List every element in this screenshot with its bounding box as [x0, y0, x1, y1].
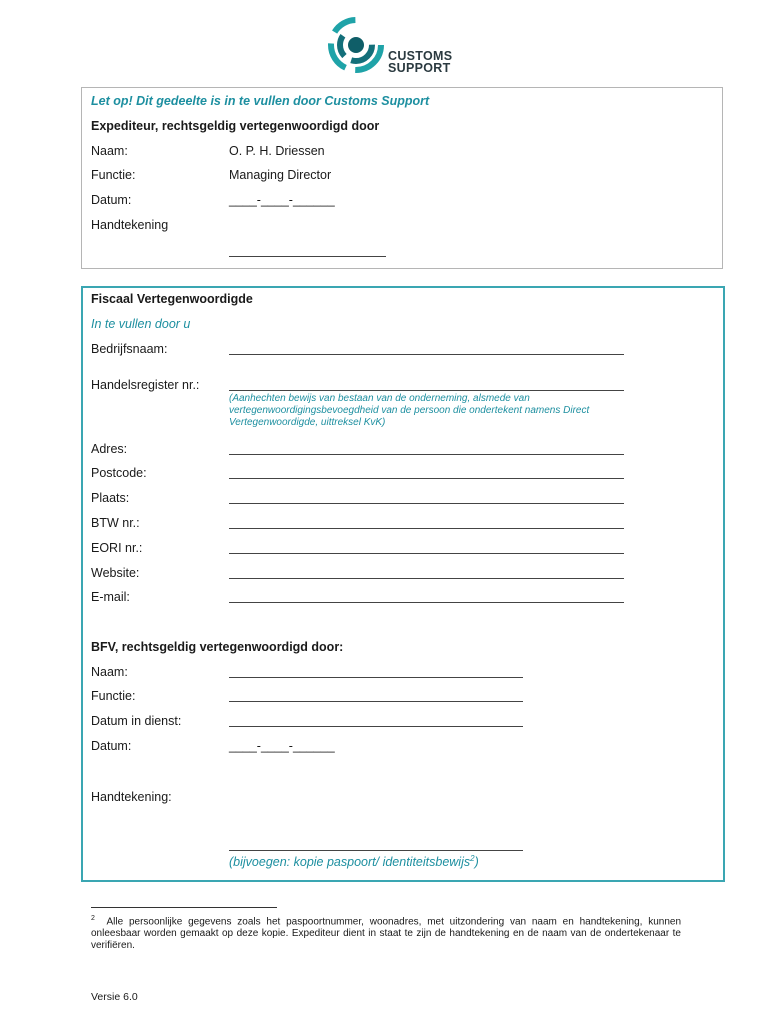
btw-label: BTW nr.: — [91, 516, 140, 530]
bfv-datum-value: ____-____-______ — [229, 739, 335, 753]
fill-in-note: In te vullen door u — [91, 317, 191, 331]
section-note: Let op! Dit gedeelte is in te vullen door Customs Support — [91, 94, 430, 108]
btw-field[interactable] — [229, 528, 624, 529]
version-label: Versie 6.0 — [91, 991, 138, 1003]
logo-text: CUSTOMS SUPPORT — [388, 49, 453, 75]
bfv-functie-field[interactable] — [229, 701, 523, 702]
postcode-field[interactable] — [229, 478, 624, 479]
bfv-datum-in-dienst-label: Datum in dienst: — [91, 714, 182, 728]
customs-support-logo — [326, 14, 466, 76]
adres-field[interactable] — [229, 454, 624, 455]
datum-value: ____-____-______ — [229, 193, 335, 207]
handelsregister-field[interactable] — [229, 390, 624, 391]
functie-label: Functie: — [91, 168, 136, 182]
bfv-datum-in-dienst-field[interactable] — [229, 726, 523, 727]
swirl-logo-icon — [326, 14, 388, 76]
naam-label: Naam: — [91, 144, 128, 158]
customs-support-section — [81, 87, 723, 269]
naam-value: O. P. H. Driessen — [229, 144, 325, 158]
plaats-label: Plaats: — [91, 491, 130, 505]
postcode-label: Postcode: — [91, 466, 147, 480]
bfv-heading: BFV, rechtsgeldig vertegenwoordigd door: — [91, 640, 344, 654]
eori-field[interactable] — [229, 553, 624, 554]
bfv-datum-label: Datum: — [91, 739, 132, 753]
website-label: Website: — [91, 566, 140, 580]
footnote: $^2$ Alle persoonlijke gegevens zoals het paspoortnummer, woonadres, met uitzondering van naam en handtekening, kunnen onleesbaar worden gemaakt op deze kopie. Expediteur dient in staat te zijn de handtekening en de naam van de ondertekenaar te verifiëren. — [91, 915, 682, 952]
bedrijfsnaam-label: Bedrijfsnaam: — [91, 342, 168, 356]
functie-value: Managing Director — [229, 168, 332, 182]
bfv-naam-field[interactable] — [229, 677, 523, 678]
fiscal-representative-section — [81, 286, 725, 882]
signature-line[interactable] — [229, 256, 386, 257]
plaats-field[interactable] — [229, 503, 624, 504]
email-label: E-mail: — [91, 590, 130, 604]
handtekening-label: Handtekening — [91, 218, 169, 232]
adres-label: Adres: — [91, 442, 128, 456]
handelsregister-note: (Aanhechten bewijs van bestaan van de onderneming, alsmede van vertegenwoordigingsbevoegdheid van de persoon die ondertekent namens Direct Vertegenwoordigde, uittreksel KvK) — [229, 393, 590, 428]
website-field[interactable] — [229, 578, 624, 579]
email-field[interactable] — [229, 602, 624, 603]
datum-label: Datum: — [91, 193, 132, 207]
bfv-naam-label: Naam: — [91, 665, 128, 679]
section-heading: Expediteur, rechtsgeldig vertegenwoordigd door — [91, 119, 380, 133]
eori-label: EORI nr.: — [91, 541, 143, 555]
footnote-rule — [91, 907, 277, 908]
bfv-functie-label: Functie: — [91, 689, 136, 703]
bfv-handtekening-label: Handtekening: — [91, 790, 172, 804]
bedrijfsnaam-field[interactable] — [229, 354, 624, 355]
fiscal-heading: Fiscaal Vertegenwoordigde — [91, 292, 253, 306]
handelsregister-label: Handelsregister nr.: — [91, 378, 200, 392]
attach-note: (bijvoegen: kopie paspoort/ identiteitsbewijs$^2$) — [229, 854, 479, 870]
bfv-signature-line[interactable] — [229, 850, 523, 851]
